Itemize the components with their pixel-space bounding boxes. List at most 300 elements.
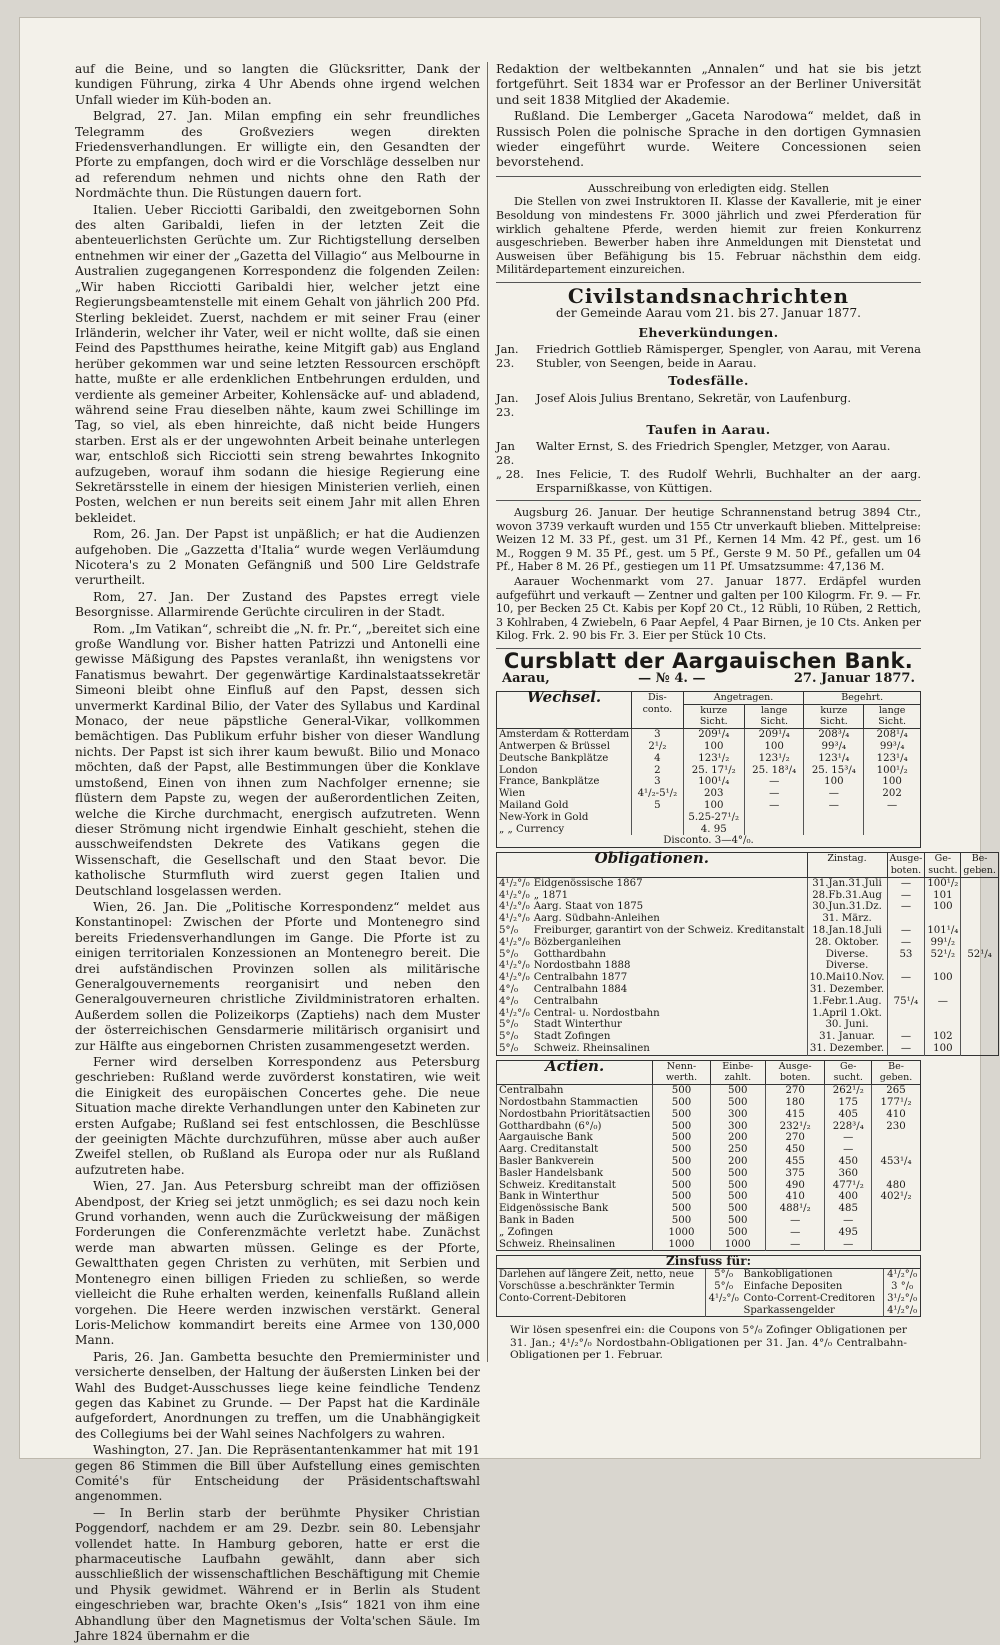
market-report: Augsburg 26. Januar. Der heutige Schrannenstand betrug 3894 Ctr., wovon 3739 verkauft wurden und 155 Ctr unverkauft blieben. Mittelpreise: Weizen 12 M. 33 Pf., gest. um 31 Pf., Kernen 14 Mm. 42 Pf., gest. um 16 M., Roggen 9 M. 35 Pf., gest. um 5 Pf., Gerste 9 M. 50 Pf., gefallen um 04 Pf., Haber 8 M. 26 Pf., gestiegen um 11 Pf. Umsatzsumme: 47,136 M. xyxy=(496,506,921,574)
actie-value: 477¹/₂ xyxy=(825,1180,872,1192)
column-divider xyxy=(487,62,488,1362)
obligation-rate: 4¹/₂°/₀ xyxy=(499,901,530,913)
actie-value: 500 xyxy=(710,1168,765,1180)
obligation-value: 28.Fb.31.Aug xyxy=(807,890,887,902)
actie-value: — xyxy=(825,1239,872,1251)
col-header: Einbe-zahlt. xyxy=(710,1060,765,1085)
actie-value: 200 xyxy=(710,1132,765,1144)
wechsel-place: „ „ Currency xyxy=(499,823,565,835)
obligation-value: — xyxy=(925,996,961,1008)
zinsfuss-value: 3¹/₂°/₀ xyxy=(884,1293,921,1305)
civil-entry xyxy=(496,467,921,495)
obligation-value: 53 xyxy=(887,949,925,961)
obligation-value xyxy=(925,1019,961,1031)
wechsel-value: 208³/₄ xyxy=(804,729,864,741)
actie-value: 300 xyxy=(710,1109,765,1121)
wechsel-value: 100¹/₂ xyxy=(864,765,921,777)
civil-entry xyxy=(496,391,921,419)
obligation-value: Diverse. xyxy=(807,949,887,961)
zinsfuss-value: 4¹/₂°/₀ xyxy=(884,1305,921,1317)
obligation-value: 30. Juni. xyxy=(807,1019,887,1031)
obligation-value: — xyxy=(887,901,925,913)
obligation-row xyxy=(497,984,999,996)
obligation-value: 31. Dezember. xyxy=(807,984,887,996)
obligation-name: Centralbahn xyxy=(533,995,599,1007)
wechsel-value: 5 xyxy=(632,800,683,812)
actie-value: — xyxy=(765,1227,825,1239)
actie-name: Basler Handelsbank xyxy=(499,1167,604,1179)
wechsel-place: Antwerpen & Brüssel xyxy=(499,740,610,752)
zinsfuss-value: 5°/₀ xyxy=(705,1281,741,1293)
civil-section-title: Taufen in Aarau. xyxy=(646,421,771,437)
wechsel-value: 25. 18³/₄ xyxy=(744,765,803,777)
actie-value: 410 xyxy=(765,1191,825,1203)
actie-name: Eidgenössische Bank xyxy=(499,1203,609,1215)
wechsel-row xyxy=(497,824,921,836)
col-header: Ausge-boten. xyxy=(887,853,925,878)
obligation-value: — xyxy=(887,972,925,984)
actie-row xyxy=(497,1203,921,1215)
entry-text: Walter Ernst, S. des Friedrich Spengler, Metzger, von Aarau. xyxy=(536,439,891,454)
actie-value: 232¹/₂ xyxy=(765,1121,825,1133)
wechsel-value: 209¹/₄ xyxy=(683,729,744,741)
obligation-value: 100¹/₂ xyxy=(925,877,961,889)
actie-value: 495 xyxy=(825,1227,872,1239)
zinsfuss-value: 4¹/₂°/₀ xyxy=(884,1269,921,1281)
col-header: Angetragen. xyxy=(683,691,804,704)
wechsel-row xyxy=(497,812,921,824)
obligation-value xyxy=(925,960,961,972)
actie-value: 480 xyxy=(872,1180,921,1192)
entry-text: Friedrich Gottlieb Rämisperger, Spengler, von Aarau, mit Verena Stubler, von Seengen, beide in Aarau. xyxy=(536,342,921,371)
zinsfuss-label: Conto-Corrent-Creditoren xyxy=(743,1292,876,1304)
col-header: Ausge-boten. xyxy=(765,1060,825,1085)
obligation-rate: 4¹/₂°/₀ xyxy=(499,913,530,925)
actie-name: Schweiz. Kreditanstalt xyxy=(499,1179,616,1191)
actie-row xyxy=(497,1227,921,1239)
actie-value: 262¹/₂ xyxy=(825,1085,872,1097)
wechsel-value: 100 xyxy=(864,776,921,788)
zinsfuss-title: Zinsfuss für: xyxy=(497,1256,921,1269)
actie-value xyxy=(872,1203,921,1215)
col-header: Nenn-werth. xyxy=(653,1060,710,1085)
obligation-value: 100 xyxy=(925,901,961,913)
actien-label: Actien. xyxy=(497,1060,653,1085)
actie-value: 405 xyxy=(825,1109,872,1121)
wechsel-value: 25. 17¹/₂ xyxy=(683,765,744,777)
actie-value xyxy=(872,1215,921,1227)
obligation-value xyxy=(925,913,961,925)
wechsel-value: 123¹/₄ xyxy=(864,753,921,765)
actie-name: Gotthardbahn (6°/₀) xyxy=(499,1120,602,1132)
wechsel-value xyxy=(744,824,803,836)
actie-value: 500 xyxy=(710,1191,765,1203)
actie-value: 500 xyxy=(653,1144,710,1156)
actie-value: 410 xyxy=(872,1109,921,1121)
wechsel-value xyxy=(632,824,683,836)
obligation-value: 1.April 1.Okt. xyxy=(807,1008,887,1020)
actie-value: 450 xyxy=(765,1144,825,1156)
obligation-value: 100 xyxy=(925,972,961,984)
obligation-value: 31. Januar. xyxy=(807,1031,887,1043)
actie-name: Nordostbahn Stammactien xyxy=(499,1097,639,1109)
obligation-value: — xyxy=(887,890,925,902)
zinsfuss-row xyxy=(497,1281,921,1293)
obligation-value: 102 xyxy=(925,1031,961,1043)
obligation-row xyxy=(497,949,999,961)
obligation-value: 99¹/₂ xyxy=(925,937,961,949)
article-paragraph: Italien. Ueber Ricciotti Garibaldi, den zweitgebornen Sohn des alten Garibaldi, liefen in der letzten Zeit die abenteuerlichsten Gerüchte um. Zur Richtigstellung derselben entnehmen wir einer der „Gazetta del Villagio“ aus Melbourne in Australien zugegangenen Korrespondenz die folgenden Zeilen: „Wir haben Ricciotti Garibaldi hier, welcher jetzt eine Regierungsbeamtenstelle mit einem Gehalt von jährlich 200 Pfd. Sterling bekleidet. Zuerst, nachdem er mit seiner Frau (einer Irländerin, welcher ihr Vater, weil er nicht wollte, daß sie einen Feind des Papstthumes heirathe, keine Mitgift gab) aus England herüber gekommen war und seine letzten Ressourcen erschöpft hatte, mußte er alle erdenklichen Entbehrungen erdulden, und verdiente als gemeiner Arbeiter, Kohlensäcke auf- und abladend, während seine Frau dieselben nähte, kaum zwei Schillinge im Tag, so viel, als eben hinreichte, daß nicht beide Hungers starben. Erst als er der ungewohnten Arbeit beinahe unterlegen war, entschloß sich Ricciotti sein streng bewahrtes Inkognito aufzugeben, worauf ihm sodann die hiesige Regierung eine Sekretärsstelle in einem der hiesigen Ministerien verlieh, einen Posten, welchen er nun bereits seit einem Jahr mit allen Ehren bekleidet. xyxy=(75,202,480,525)
article-paragraph: auf die Beine, und so langten die Glücksritter, Dank der kundigen Führung, zirka 4 Uhr Abends ohne irgend welchen Unfall wieder im Küh-boden an. xyxy=(75,62,480,107)
actie-value: 500 xyxy=(653,1097,710,1109)
actie-name: Schweiz. Rheinsalinen xyxy=(499,1238,616,1250)
wechsel-value: 203 xyxy=(683,788,744,800)
obligation-value: — xyxy=(887,925,925,937)
wechsel-value: — xyxy=(864,800,921,812)
entry-text: Ines Felicie, T. des Rudolf Wehrli, Buchhalter an der aarg. Ersparnißkasse, von Küttigen. xyxy=(536,467,921,496)
zinsfuss-row xyxy=(497,1305,921,1317)
civil-entry xyxy=(496,342,921,370)
obligation-value xyxy=(887,1019,925,1031)
actie-value: 1000 xyxy=(653,1239,710,1251)
wechsel-label: Wechsel. xyxy=(497,691,632,728)
obligation-value xyxy=(887,1008,925,1020)
obligation-rate: 5°/₀ xyxy=(499,1042,519,1054)
col-header: Ge-sucht. xyxy=(925,853,961,878)
article-paragraph: Ferner wird derselben Korrespondenz aus Petersburg geschrieben: Rußland werde zuvörderst konstatiren, wie weit die Einigkeit des europäischen Concertes gehe. Die neue Situation mache direkte Verhandlungen unter den Kabineten zur ersten Aufgabe; Rußland sei fest entschlossen, die Beschlüsse der geeinigten Mächte durchzuführen, müsse aber auch außer Zweifel stellen, ob Rußland als Europa oder nur als Rußland aufzutreten habe. xyxy=(75,1055,480,1177)
wechsel-value: 100 xyxy=(683,741,744,753)
obligation-value: 1.Febr.1.Aug. xyxy=(807,996,887,1008)
obligationen-label: Obligationen. xyxy=(497,853,808,878)
obligation-value: 31.Jan.31.Juli xyxy=(807,877,887,889)
actie-row xyxy=(497,1144,921,1156)
obligation-value xyxy=(961,960,999,972)
actie-value: 500 xyxy=(653,1132,710,1144)
civil-entry xyxy=(496,439,921,467)
col-header: lange Sicht. xyxy=(864,704,921,729)
wechsel-row xyxy=(497,765,921,777)
obligation-name: Centralbahn 1884 xyxy=(533,983,628,995)
ausschreibung-title: Ausschreibung von erledigten eidg. Stellen xyxy=(587,181,830,195)
market-report: Aarauer Wochenmarkt vom 27. Januar 1877. Erdäpfel wurden aufgeführt und verkauft — Zentner und galten per 100 Kilogrm. Fr. 9. — Fr. 10, per Becken 25 Ct. Kabis per Kopf 20 Ct., 12 Rübli, 10 Rüben, 2 Rettich, 3 Kohlraben, 4 Zwiebeln, 6 Paar Aepfel, 4 Paar Birnen, je 10 Cts. Anken per Kilog. Frk. 2. 90 bis Fr. 3. Eier per Stück 10 Cts. xyxy=(496,575,921,643)
wechsel-row xyxy=(497,776,921,788)
wechsel-value: 4¹/₂-5¹/₂ xyxy=(632,788,683,800)
actie-row xyxy=(497,1085,921,1097)
actie-value: 228³/₄ xyxy=(825,1121,872,1133)
actie-value: 175 xyxy=(825,1097,872,1109)
article-paragraph: Redaktion der weltbekannten „Annalen“ und hat sie bis jetzt fortgeführt. Seit 1834 war er Professor an der Berliner Universität und seit 1838 Mitglied der Akademie. xyxy=(496,62,921,107)
wechsel-value: 100 xyxy=(683,800,744,812)
wechsel-place: Amsterdam & Rotterdam xyxy=(499,729,630,741)
article-paragraph: Wien, 27. Jan. Aus Petersburg schreibt man der offiziösen Abendpost, der Krieg sei jetzt unmöglich; es sei dazu noch kein Grund vorhanden, wenn auch die Zurückweisung der mäßigen Forderungen die Conferenzmächte verletzt habe. Zunächst werde man abwarten müssen. Gelinge es der Pforte, Gewaltthaten gegen Christen zu verhüten, mit Serbien und Montenegro einen billigen Frieden zu schließen, so werde vielleicht die Ruhe erhalten werden, keinenfalls Rußland allein vorgehen. Die Heere werden inzwischen verstärkt. General Loris-Melichow kommandirt bereits eine Armee von 130,000 Mann. xyxy=(75,1179,480,1348)
actie-name: Centralbahn xyxy=(499,1085,564,1097)
actie-value: 500 xyxy=(653,1203,710,1215)
wechsel-value: — xyxy=(744,800,803,812)
zinsfuss-label: Bankobligationen xyxy=(743,1269,833,1281)
obligation-value xyxy=(961,901,999,913)
obligation-name: Stadt Winterthur xyxy=(533,1019,622,1031)
actie-value: 500 xyxy=(710,1097,765,1109)
actie-name: Bank in Baden xyxy=(499,1215,575,1227)
actie-value: 400 xyxy=(825,1191,872,1203)
actie-value: — xyxy=(825,1215,872,1227)
obligationen-table xyxy=(496,849,999,1056)
obligation-value: — xyxy=(887,877,925,889)
obligation-row xyxy=(497,960,999,972)
divider xyxy=(496,500,921,501)
obligation-rate: 4¹/₂°/₀ xyxy=(499,1007,530,1019)
obligation-row xyxy=(497,877,999,889)
actie-row xyxy=(497,1097,921,1109)
obligation-value: 75¹/₄ xyxy=(887,996,925,1008)
actie-value: — xyxy=(825,1132,872,1144)
wechsel-value: 2 xyxy=(632,765,683,777)
actie-value: 490 xyxy=(765,1180,825,1192)
obligation-value xyxy=(961,877,999,889)
obligation-row xyxy=(497,913,999,925)
wechsel-value: 100¹/₄ xyxy=(683,776,744,788)
actie-value: 415 xyxy=(765,1109,825,1121)
obligation-value: 18.Jan.18.Juli xyxy=(807,925,887,937)
actie-value: 500 xyxy=(653,1109,710,1121)
obligation-value xyxy=(925,1008,961,1020)
zinsfuss-label: Darlehen auf längere Zeit, netto, neue xyxy=(499,1269,694,1281)
obligation-rate: 4°/₀ xyxy=(499,983,519,995)
obligation-value: 100 xyxy=(925,1043,961,1055)
obligation-row xyxy=(497,1043,999,1055)
divider xyxy=(496,176,921,177)
obligation-value xyxy=(961,996,999,1008)
actie-value: 180 xyxy=(765,1097,825,1109)
wechsel-value: 123¹/₄ xyxy=(804,753,864,765)
wechsel-value xyxy=(744,812,803,824)
wechsel-place: Wien xyxy=(499,788,526,800)
actie-value: 250 xyxy=(710,1144,765,1156)
actie-value: 500 xyxy=(710,1215,765,1227)
obligation-rate: 4°/₀ xyxy=(499,995,519,1007)
actie-value: 500 xyxy=(653,1085,710,1097)
entry-date: Jan. 23. xyxy=(496,390,519,419)
wechsel-value: — xyxy=(804,800,864,812)
actie-name: Bank in Winterthur xyxy=(499,1191,599,1203)
col-header: lange Sicht. xyxy=(744,704,803,729)
wechsel-value: 3 xyxy=(632,776,683,788)
actie-name: „ Zofingen xyxy=(499,1226,554,1238)
obligation-row xyxy=(497,972,999,984)
wechsel-place: Deutsche Bankplätze xyxy=(499,752,609,764)
obligation-rate: 4¹/₂°/₀ xyxy=(499,972,530,984)
obligation-value xyxy=(961,972,999,984)
actie-row xyxy=(497,1215,921,1227)
wechsel-value xyxy=(864,824,921,836)
actie-row xyxy=(497,1156,921,1168)
zinsfuss-value: 4¹/₂°/₀ xyxy=(705,1293,741,1305)
obligation-name: Aarg. Staat von 1875 xyxy=(533,901,644,913)
article-paragraph: — In Berlin starb der berühmte Physiker Christian Poggendorf, nachdem er am 29. Dezbr. sein 80. Lebensjahr vollendet hatte. In Hamburg geboren, hatte er erst die pharmaceutische Laufbahn gewählt, dann aber sich ausschließlich der wissenschaftlichen Beschäftigung mit Chemie und Physik gewidmet. Während er in Berlin als Student eingeschrieben war, brachte Oken's „Isis“ 1821 von ihm eine Abhandlung über den Magnetismus der Volta'schen Säule. Im Jahre 1824 übernahm er die xyxy=(75,1505,480,1644)
obligation-value xyxy=(961,1008,999,1020)
actie-value: 402¹/₂ xyxy=(872,1191,921,1203)
obligation-value xyxy=(961,984,999,996)
bank-header xyxy=(502,671,915,686)
actie-value: — xyxy=(765,1215,825,1227)
obligation-row xyxy=(497,925,999,937)
wechsel-value: 3 xyxy=(632,729,683,741)
actie-value: 500 xyxy=(653,1215,710,1227)
bank-title: Cursblatt der Aargauischen Bank. xyxy=(503,648,914,673)
obligation-value: 52¹/₄ xyxy=(961,949,999,961)
obligation-value: Diverse. xyxy=(807,960,887,972)
obligation-value: — xyxy=(887,1043,925,1055)
zinsfuss-empty xyxy=(497,1305,706,1317)
wechsel-value xyxy=(804,812,864,824)
article-paragraph: Rom. „Im Vatikan“, schreibt die „N. fr. Pr.“, „bereitet sich eine große Wandlung vor. Bisher hatten Patrizzi und Antonelli eine gewisse Mäßigung des Papstes veranlaßt, ihn wenigstens vor Fanatismus bewahrt. Der gegenwärtige Kardinalstaatssekretär Simeoni bleibt ohne Einfluß auf den Papst, dessen sich unvermerkt Kardinal Bilio, der Vater des Syllabus und Kardinal Monaco, der neue päpstliche General-Vikar, vollkommen bemächtigen. Das Publikum erfuhr bisher von dieser Wandlung nichts. Der Papst ist sich ihrer kaum bewußt. Bilio und Monaco möchten, daß der Papst, alle Bestimmungen über die Konklave umstoßend, Einen von ihnen zum Nachfolger ernenne; sie flüstern dem Papste zu, wegen der außerordentlichen Zeiten, welche die Kirche durchmacht, energisch aufzutreten. Wenn dieser Strömung nicht irgendwie Einhalt geschieht, stehen die ausschweifendsten Dekrete des Vatikans gegen die Wissenschaft, die Gesellschaft und den Staat bevor. Die katholische Sturmfluth wird zuerst gegen Italien und Deutschland losgelassen werden. xyxy=(75,621,480,898)
obligation-name: Central- u. Nordostbahn xyxy=(533,1007,660,1019)
actie-value: 360 xyxy=(825,1168,872,1180)
actie-value: 177¹/₂ xyxy=(872,1097,921,1109)
newspaper-page xyxy=(20,18,996,1644)
actie-row xyxy=(497,1239,921,1251)
actie-row xyxy=(497,1121,921,1133)
zinsfuss-table xyxy=(496,1255,921,1317)
right-column xyxy=(496,62,996,1365)
obligation-value xyxy=(887,960,925,972)
actie-row xyxy=(497,1168,921,1180)
disconto-line: Disconto. 3—4°/₀. xyxy=(663,835,754,847)
actie-value: 455 xyxy=(765,1156,825,1168)
obligation-value: 52¹/₂ xyxy=(925,949,961,961)
actie-value: 488¹/₂ xyxy=(765,1203,825,1215)
zinsfuss-label: Conto-Corrent-Debitoren xyxy=(499,1292,627,1304)
wechsel-value: 25. 15³/₄ xyxy=(804,765,864,777)
actie-value: 265 xyxy=(872,1085,921,1097)
wechsel-value: 4 xyxy=(632,753,683,765)
wechsel-place: France, Bankplätze xyxy=(499,776,600,788)
actie-value xyxy=(872,1227,921,1239)
obligation-rate: 4¹/₂°/₀ xyxy=(499,936,530,948)
zinsfuss-label: Vorschüsse a.beschränkter Termin xyxy=(499,1281,675,1293)
bank-place: Aarau, xyxy=(502,671,550,687)
actie-value xyxy=(872,1239,921,1251)
actie-value: 500 xyxy=(710,1180,765,1192)
actie-value: — xyxy=(825,1144,872,1156)
actie-name: Aarg. Creditanstalt xyxy=(499,1144,599,1156)
wechsel-table xyxy=(496,687,921,848)
obligation-value xyxy=(961,925,999,937)
wechsel-value: — xyxy=(804,788,864,800)
entry-date: Jan 28. xyxy=(496,439,515,468)
civil-section-title: Eheverkündungen. xyxy=(638,324,779,340)
obligation-value xyxy=(961,890,999,902)
obligation-name: Eidgenössische 1867 xyxy=(533,877,643,889)
article-paragraph: Paris, 26. Jan. Gambetta besuchte den Premierminister und versicherte denselben, der Haltung der äußersten Linken bei der Wahl des Budget-Ausschusses liege keine feindliche Tendenz gegen das Kabinet zu Grunde. — Der Papst hat die Kardinäle aufgefordert, Anordnungen zu treffen, um die Unabhängigkeit des Collegiums bei der Wahl seines Nachfolgers zu wahren. xyxy=(75,1349,480,1441)
actie-name: Aargauische Bank xyxy=(499,1132,593,1144)
wechsel-row xyxy=(497,729,921,741)
actie-value: — xyxy=(765,1239,825,1251)
wechsel-value: 2¹/₂ xyxy=(632,741,683,753)
obligation-rate: 5°/₀ xyxy=(499,948,519,960)
obligation-name: Bözberganleihen xyxy=(533,936,621,948)
wechsel-value: — xyxy=(744,788,803,800)
wechsel-place: New-York in Gold xyxy=(499,811,589,823)
wechsel-row xyxy=(497,800,921,812)
obligation-rate: 4¹/₂°/₀ xyxy=(499,889,530,901)
zinsfuss-label: Einfache Depositen xyxy=(743,1281,843,1293)
col-header: Dis-conto. xyxy=(632,691,683,728)
actie-value: 500 xyxy=(710,1227,765,1239)
obligation-rate: 4¹/₂°/₀ xyxy=(499,877,530,889)
wechsel-value: 99³/₄ xyxy=(804,741,864,753)
actie-value: 450 xyxy=(825,1156,872,1168)
actie-value: 1000 xyxy=(653,1227,710,1239)
obligation-value xyxy=(961,1031,999,1043)
article-paragraph: Belgrad, 27. Jan. Milan empfing ein sehr freundliches Telegramm des Großveziers wegen direkten Friedensverhandlungen. Er willigte ein, den Gesandten der Pforte zu empfangen, doch wird er die Vorschläge desselben nur ad referendum nehmen und nichts ohne den Rath der Nordmächte thun. Die Rüstungen dauern fort. xyxy=(75,109,480,201)
obligation-value: 31. März. xyxy=(807,913,887,925)
zinsfuss-value: 5°/₀ xyxy=(705,1269,741,1281)
actie-row xyxy=(497,1109,921,1121)
obligation-value: 101 xyxy=(925,890,961,902)
actie-value: 485 xyxy=(825,1203,872,1215)
actie-value: 500 xyxy=(710,1085,765,1097)
civil-section-title: Todesfälle. xyxy=(668,373,749,389)
actie-value: 200 xyxy=(710,1156,765,1168)
obligation-value: 28. Oktober. xyxy=(807,937,887,949)
wechsel-value xyxy=(632,812,683,824)
obligation-name: Aarg. Südbahn-Anleihen xyxy=(533,913,660,925)
wechsel-value: 202 xyxy=(864,788,921,800)
wechsel-row xyxy=(497,753,921,765)
article-paragraph: Wien, 26. Jan. Die „Politische Korrespondenz“ meldet aus Konstantinopel: Zwischen der Pforte und Montenegro sind bereits Friedensverhandlungen im Gange. Die Pforte ist zu einigen territorialen Konzessionen an Montenegro bereit. Die drei aufständischen Provinzen sollen als militärische Generalgouvernements reorganisirt und neben den Generalgouverneuren christliche Zivildministratoren erhalten. Außerdem sollen die Polizeikorps (Zaptiehs) nach dem Muster der österreichischen Gensdarmerie militärisch organisirt und zur Hälfte aus eingebornen Christen zusammengesetzt werden. xyxy=(75,899,480,1053)
obligation-row xyxy=(497,996,999,1008)
wechsel-value: 100 xyxy=(804,776,864,788)
bank-number: — № 4. — xyxy=(638,671,706,687)
obligation-value: — xyxy=(887,937,925,949)
col-header: Ge-sucht. xyxy=(825,1060,872,1085)
civil-title: Civilstandsnachrichten xyxy=(567,284,850,308)
actie-value: 375 xyxy=(765,1168,825,1180)
obligation-rate: 4¹/₂°/₀ xyxy=(499,960,530,972)
obligation-rate: 5°/₀ xyxy=(499,1031,519,1043)
obligation-value xyxy=(925,984,961,996)
obligation-value xyxy=(961,937,999,949)
wechsel-row xyxy=(497,741,921,753)
obligation-row xyxy=(497,1008,999,1020)
obligation-name: Centralbahn 1877 xyxy=(533,972,628,984)
obligation-value xyxy=(887,913,925,925)
wechsel-value: 100 xyxy=(744,741,803,753)
ausschreibung-text: Die Stellen von zwei Instruktoren II. Klasse der Kavallerie, mit je einer Besoldung von mindestens Fr. 3000 jährlich und zwei Pferderation für wirklich gehaltene Pferde, werden hiemit zur freien Konkurrenz ausgeschrieben. Bewerber haben ihre Anmeldungen mit Dienstetat und Ausweisen über Befähigung bis 15. Februar nächsthin dem eidg. Militärdepartement einzureichen. xyxy=(496,195,921,277)
obligation-value: — xyxy=(887,1031,925,1043)
article-paragraph: Rußland. Die Lemberger „Gaceta Narodowa“ meldet, daß in Russisch Polen die polnische Sprache in den dortigen Gymnasien wieder eingeführt wurde. Weitere Concessionen seien bevorstehend. xyxy=(496,109,921,170)
zinsfuss-label: Sparkassengelder xyxy=(743,1304,835,1316)
actie-row xyxy=(497,1191,921,1203)
actie-name: Nordostbahn Prioritätsactien xyxy=(499,1108,651,1120)
actie-value: 270 xyxy=(765,1085,825,1097)
obligation-value xyxy=(961,1043,999,1055)
wechsel-value xyxy=(804,824,864,836)
wechsel-value xyxy=(864,812,921,824)
obligation-value xyxy=(961,913,999,925)
obligation-value xyxy=(961,1019,999,1031)
obligation-name: Schweiz. Rheinsalinen xyxy=(533,1042,650,1054)
obligation-name: Gotthardbahn xyxy=(533,948,606,960)
obligation-value: 31. Dezember. xyxy=(807,1043,887,1055)
wechsel-row xyxy=(497,788,921,800)
zinsfuss-value: 3 °/₀ xyxy=(884,1281,921,1293)
col-header: kurze Sicht. xyxy=(804,704,864,729)
actie-value: 500 xyxy=(653,1168,710,1180)
wechsel-value: 123¹/₂ xyxy=(683,753,744,765)
actie-value: 500 xyxy=(710,1203,765,1215)
